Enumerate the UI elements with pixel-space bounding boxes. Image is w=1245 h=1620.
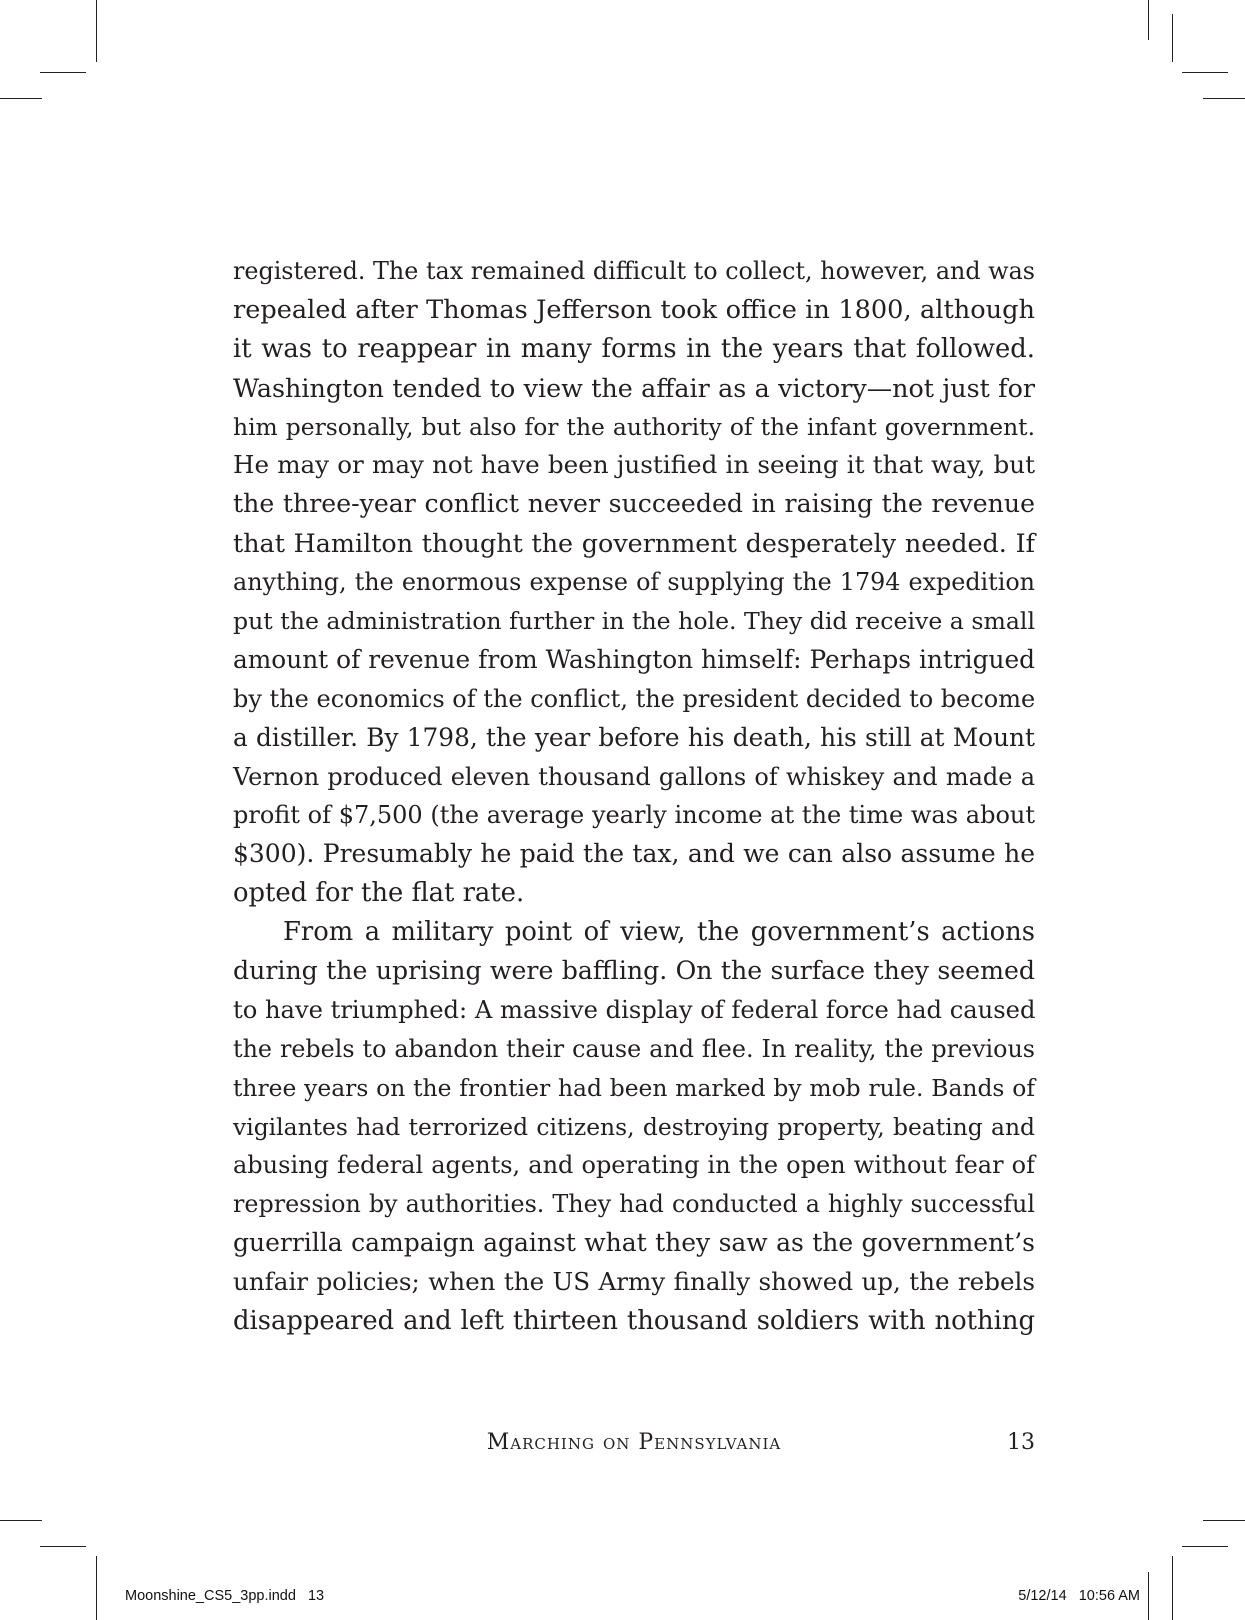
crop-mark [1172, 1556, 1173, 1620]
crop-mark [40, 72, 86, 73]
text-line: three years on the frontier had been marked by mob rule. Bands of [233, 1073, 1035, 1102]
crop-mark [96, 1556, 97, 1620]
text-line: him personally, but also for the authority of the infant government. [233, 412, 1035, 441]
text-line: Vernon produced eleven thousand gallons of whiskey and made a [233, 762, 1035, 791]
text-line: the three-year conflict never succeeded in raising the revenue [233, 489, 1035, 519]
text-line: repression by authorities. They had conducted a highly successful [233, 1190, 1035, 1219]
page-number: 13 [1007, 1430, 1035, 1455]
text-line: put the administration further in the hole. They did receive a small [233, 607, 1035, 636]
text-line: registered. The tax remained difficult to collect, however, and was [233, 257, 1035, 285]
crop-mark [0, 1520, 42, 1521]
crop-mark [96, 0, 97, 62]
text-line: From a military point of view, the government’s actions [283, 917, 1035, 948]
text-line: disappeared and left thirteen thousand soldiers with nothing [233, 1306, 1035, 1337]
text-line: anything, the enormous expense of supplying the 1794 expedition [233, 568, 1035, 597]
crop-mark [0, 98, 42, 99]
text-line: He may or may not have been justified in seeing it that way, but [233, 450, 1035, 480]
text-line: abusing federal agents, and operating in the open without fear of [233, 1151, 1035, 1180]
text-line: amount of revenue from Washington himself: Perhaps intrigued [233, 644, 1035, 674]
text-line: to have triumphed: A massive display of federal force had caused [233, 995, 1036, 1024]
crop-mark [1182, 72, 1228, 73]
text-line: unfair policies; when the US Army finally showed up, the rebels [233, 1267, 1035, 1297]
crop-mark [40, 1546, 86, 1547]
crop-mark [1148, 1572, 1149, 1620]
running-title: Marching on Pennsylvania [486, 1430, 782, 1455]
text-line: by the economics of the conflict, the president decided to become [233, 684, 1036, 713]
text-line: a distiller. By 1798, the year before his death, his still at Mount [233, 722, 1035, 752]
slug-filename: Moonshine_CS5_3pp.indd 13 [125, 1588, 325, 1604]
crop-mark [1203, 98, 1245, 99]
crop-mark [1182, 1546, 1228, 1547]
text-line: the rebels to abandon their cause and flee. In reality, the previous [233, 1034, 1035, 1063]
running-footer [233, 1430, 1035, 1460]
text-line: it was to reappear in many forms in the years that followed. [233, 333, 1035, 364]
slug-timestamp: 5/12/14 10:56 AM [1018, 1588, 1140, 1604]
crop-mark [1172, 14, 1173, 62]
text-line: repealed after Thomas Jefferson took office in 1800, although [233, 294, 1035, 325]
text-line: that Hamilton thought the government desperately needed. If [233, 528, 1035, 559]
text-line: Washington tended to view the affair as a victory—not just for [233, 372, 1035, 403]
body-text [233, 252, 1035, 1341]
text-line: guerrilla campaign against what they saw as the government’s [233, 1228, 1035, 1258]
crop-mark [1148, 0, 1149, 40]
text-line: opted for the flat rate. [233, 878, 525, 909]
crop-mark [1203, 1520, 1245, 1521]
text-line: $300). Presumably he paid the tax, and we can also assume he [233, 839, 1035, 869]
text-line: profit of $7,500 (the average yearly income at the time was about [233, 801, 1035, 830]
text-line: vigilantes had terrorized citizens, destroying property, beating and [233, 1112, 1035, 1141]
text-line: during the uprising were baffling. On the surface they seemed [233, 956, 1035, 986]
